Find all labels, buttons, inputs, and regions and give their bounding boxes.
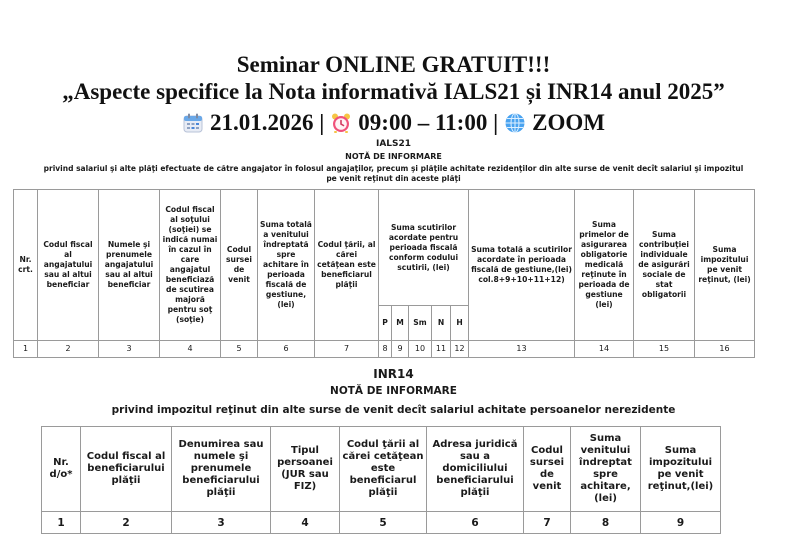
seminar-time: 09:00 – 11:00 | (358, 110, 499, 135)
ials21-colnum: 2 (38, 341, 99, 358)
inr14-column-numbers-row (42, 512, 721, 534)
seminar-subtitle: „Aspecte specifice la Nota informativă IALS21 și INR14 anul 2025” (62, 79, 725, 104)
ials21-colnum: 1 (14, 341, 38, 358)
ials21-subheader-m: M (392, 306, 409, 341)
ials21-header-prime-medicale: Suma primelor de asigurarea obligatorie medicală reţinute în perioada de gestiune (lei) (575, 190, 634, 341)
ials21-header-contributie-sociala: Suma contribuţiei individuale de asigurări sociale de stat obligatorii (634, 190, 695, 341)
ials21-header-total-scutiri: Suma totală a scutirilor acordate în perioada fiscală de gestiune,(lei) col.8+9+10+11+12) (469, 190, 575, 341)
ials21-header-cod-tara: Codul ţării, al cărei cetăţean este beneficiarul plăţii (315, 190, 379, 341)
inr14-header-denumire: Denumirea sau numele şi prenumele beneficiarului plăţii (172, 427, 271, 512)
ials21-colnum: 5 (221, 341, 258, 358)
ials21-nota-title: NOTĂ DE INFORMARE (345, 152, 442, 161)
inr14-colnum: 1 (42, 512, 81, 534)
ials21-subheader-h: H (451, 306, 469, 341)
ials21-colnum: 8 (379, 341, 392, 358)
inr14-header-suma-venit: Suma venitului îndreptat spre achitare, (lei) (571, 427, 641, 512)
ials21-colnum: 11 (432, 341, 451, 358)
ials21-colnum: 12 (451, 341, 469, 358)
ials21-colnum: 4 (160, 341, 221, 358)
inr14-colnum: 3 (172, 512, 271, 534)
ials21-subheader-sm: Sm (409, 306, 432, 341)
ials21-header-suma-venit: Suma totală a venitului îndreptată spre achitare în perioada fiscală de gestiune, (lei) (258, 190, 315, 341)
inr14-colnum: 9 (641, 512, 721, 534)
inr14-header-adresa: Adresa juridică sau a domiciliului beneficiarului plăţii (427, 427, 524, 512)
alarm-clock-icon (330, 112, 352, 134)
ials21-subheader-n: N (432, 306, 451, 341)
ials21-code: IALS21 (375, 139, 412, 149)
inr14-colnum: 2 (81, 512, 172, 534)
calendar-icon (182, 112, 204, 134)
ials21-header-nume: Numele şi prenumele angajatului sau al altui beneficiar (99, 190, 160, 341)
ials21-colnum: 3 (99, 341, 160, 358)
inr14-colnum: 7 (524, 512, 571, 534)
ials21-colnum: 15 (634, 341, 695, 358)
seminar-info-line (0, 109, 787, 137)
inr14-colnum: 4 (271, 512, 340, 534)
inr14-colnum: 5 (340, 512, 427, 534)
ials21-header-cod-sot: Codul fiscal al soţului (soţiei) se indică numai în cazul în care angajatul beneficiază de scutirea majoră pentru soţ (soţie) (160, 190, 221, 341)
ials21-table (13, 189, 755, 358)
inr14-header-cod-sursa: Codul sursei de venit (524, 427, 571, 512)
ials21-colnum: 13 (469, 341, 575, 358)
ials21-header-scutiri: Suma scutirilor acordate pentru perioada fiscală conform codului scutirii, (lei) (379, 190, 469, 306)
ials21-colnum: 10 (409, 341, 432, 358)
inr14-header-tip-persoana: Tipul persoanei (JUR sau FIZ) (271, 427, 340, 512)
ials21-header-cod-sursa: Codul sursei de venit (221, 190, 258, 341)
inr14-colnum: 6 (427, 512, 524, 534)
ials21-colnum: 6 (258, 341, 315, 358)
inr14-header-cod-tara: Codul ţării al cărei cetăţean este beneficiarul plăţii (340, 427, 427, 512)
ials21-column-numbers-row (14, 341, 755, 358)
ials21-subtitle: privind salariul şi alte plăţi efectuate de către angajator în folosul angajaţilor, precum şi plăţile achitate rezidenţilor din alte surse de venit decît salariul şi impozitul pe venit reţinut din aceste plăţi (43, 164, 744, 183)
inr14-header-nr: Nr. d/o* (42, 427, 81, 512)
inr14-code: INR14 (373, 367, 414, 381)
inr14-header-impozit: Suma impozitului pe venit reţinut,(lei) (641, 427, 721, 512)
seminar-date: 21.01.2026 | (209, 110, 325, 135)
ials21-colnum: 16 (695, 341, 755, 358)
ials21-colnum: 9 (392, 341, 409, 358)
ials21-colnum: 7 (315, 341, 379, 358)
seminar-title: Seminar ONLINE GRATUIT!!! (236, 52, 551, 77)
inr14-subtitle: privind impozitul reţinut din alte surse de venit decît salariul achitate persoanelor nerezidente (111, 404, 676, 416)
ials21-header-nr: Nr. crt. (14, 190, 38, 341)
seminar-platform: ZOOM (532, 110, 606, 135)
ials21-subheader-p: P (379, 306, 392, 341)
ials21-header-impozit: Suma impozitului pe venit reţinut, (lei) (695, 190, 755, 341)
ials21-header-cod-fiscal: Codul fiscal al angajatului sau al altui beneficiar (38, 190, 99, 341)
ials21-colnum: 14 (575, 341, 634, 358)
inr14-nota-title: NOTĂ DE INFORMARE (330, 385, 457, 397)
inr14-colnum: 8 (571, 512, 641, 534)
inr14-table (41, 426, 721, 534)
globe-icon (504, 112, 526, 134)
inr14-header-cod-fiscal: Codul fiscal al beneficiarului plăţii (81, 427, 172, 512)
